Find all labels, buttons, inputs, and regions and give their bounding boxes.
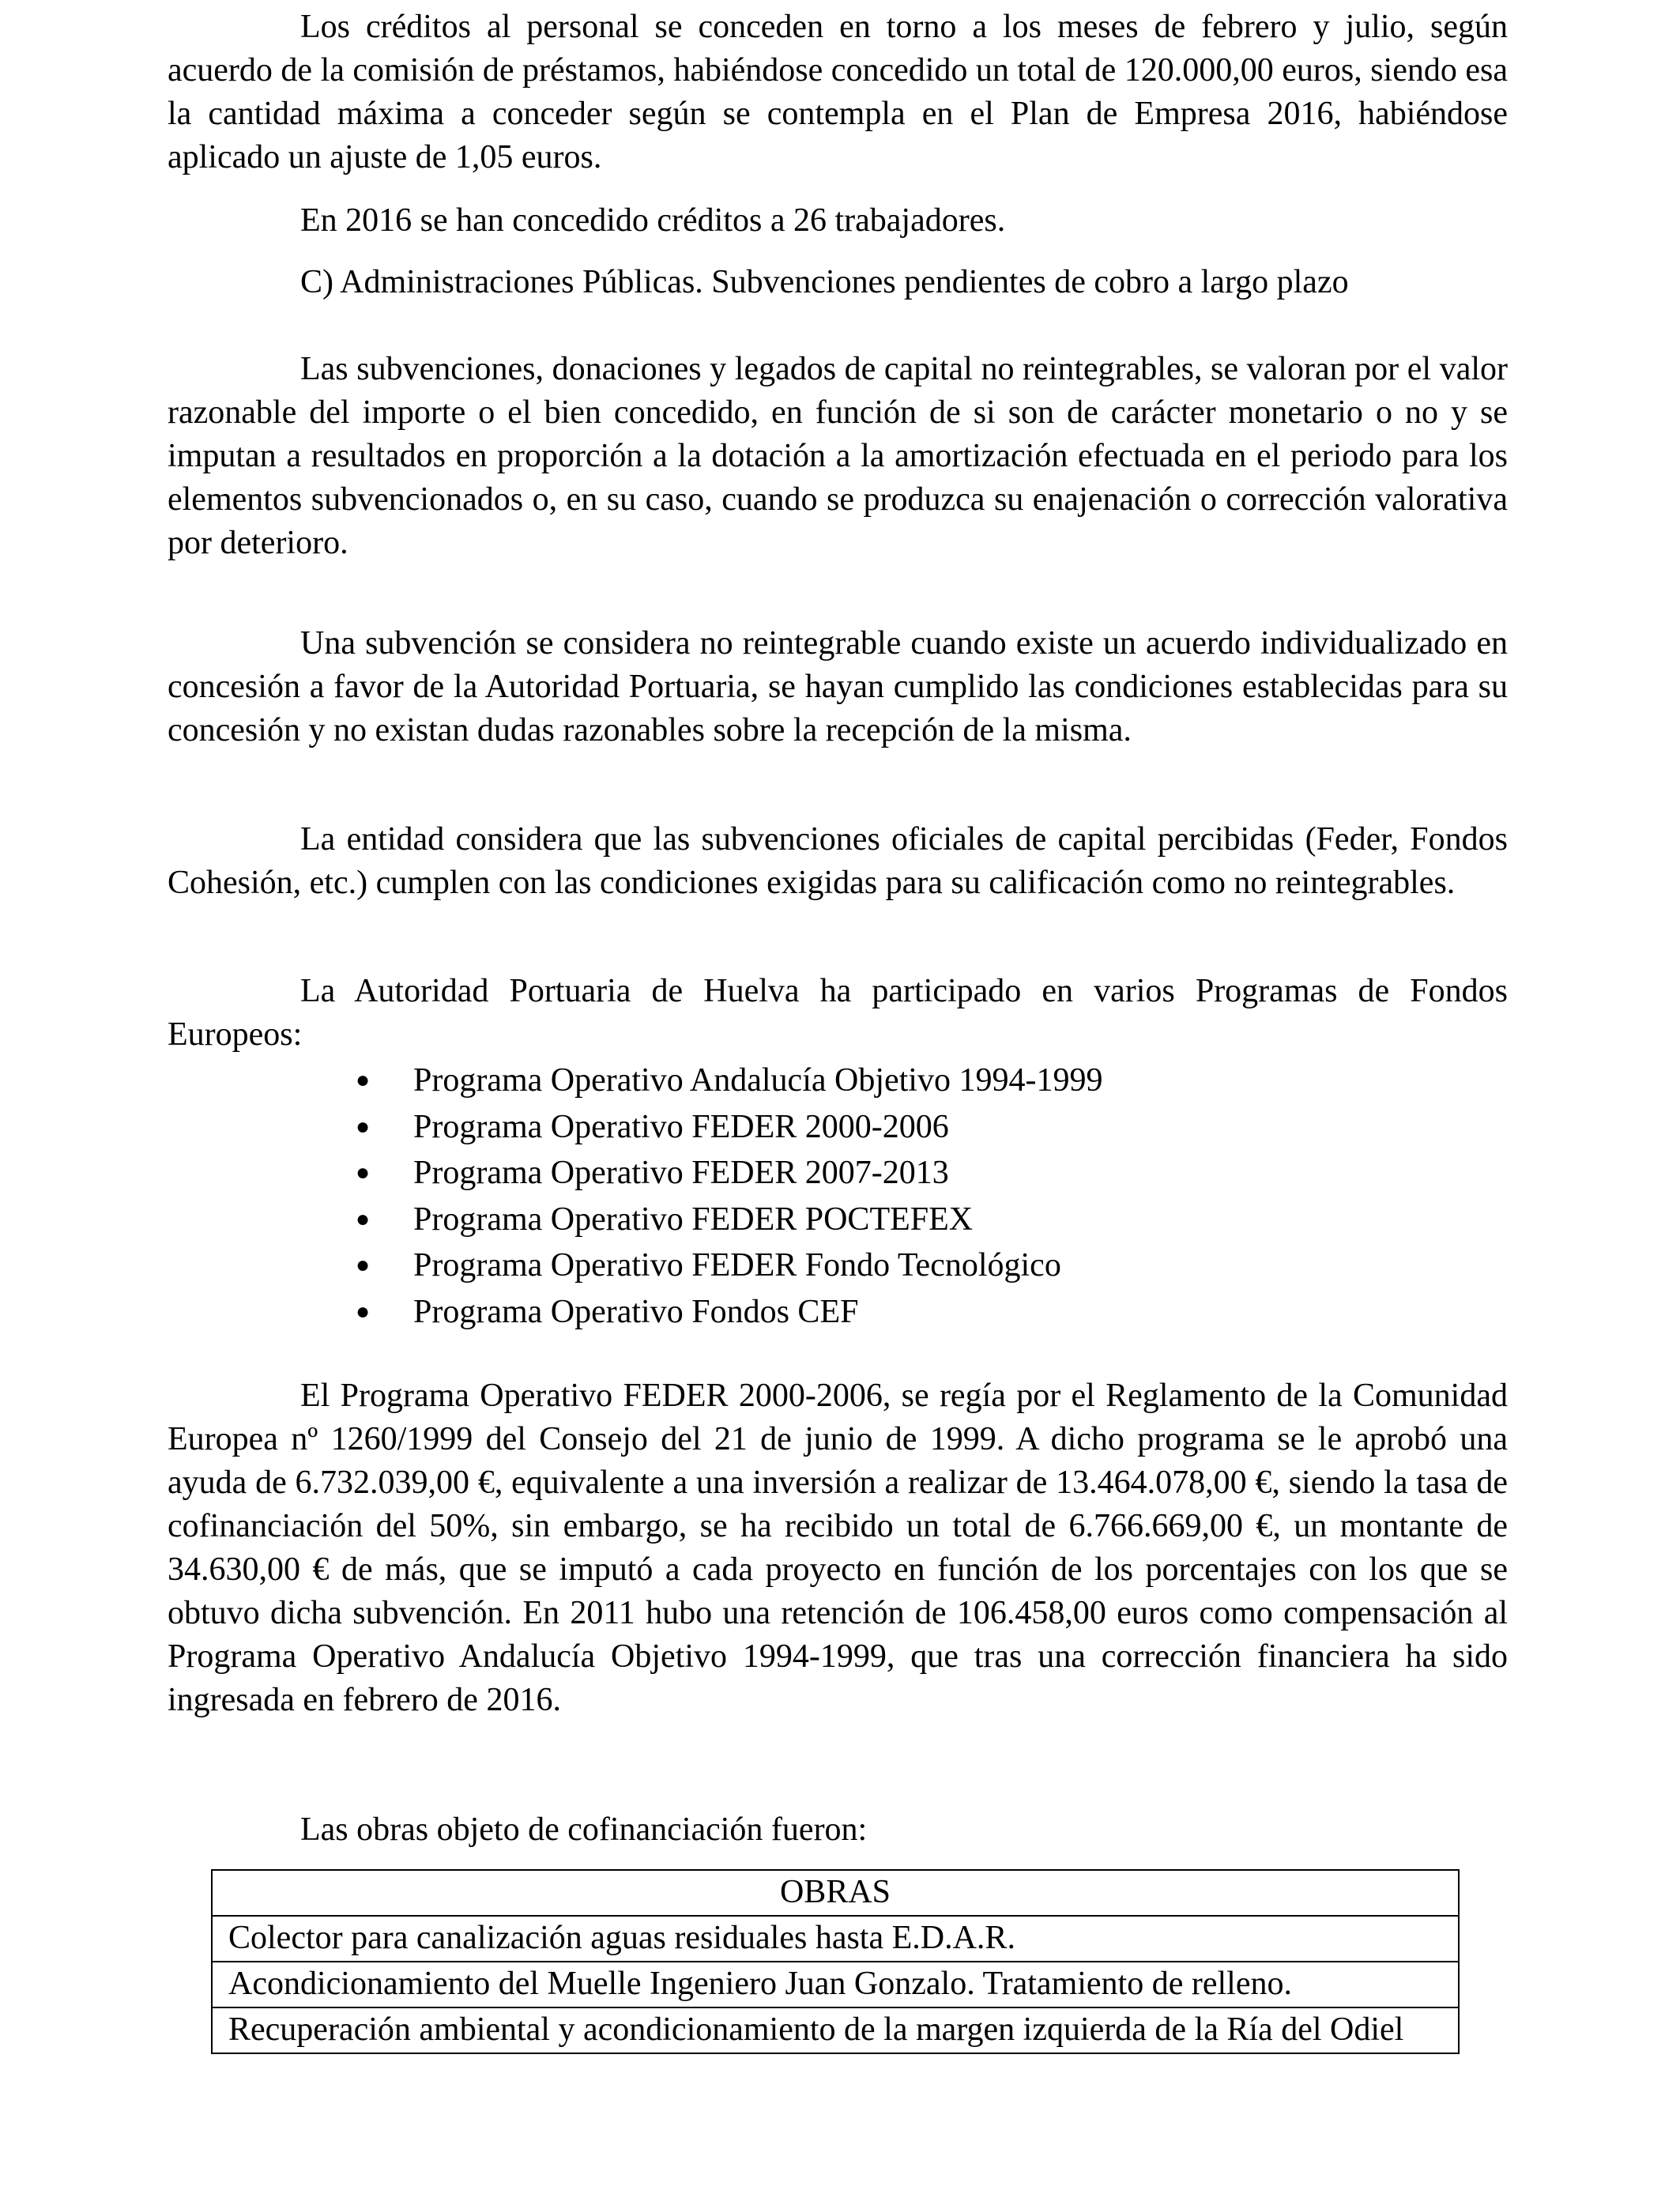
paragraph-subvenciones-valoracion: Las subvenciones, donaciones y legados de capital no reintegrables, se valoran por el valor razonable del importe o el bien concedido, en función de si son de carácter monetario o no y se imputan a resultados en proporción a la dotación a la amortización efectuada en el periodo para los elementos subvencionados o, en su caso, cuando se produzca su enajenación o corrección valorativa por deterioro. (168, 351, 1508, 561)
bullet-icon: ● (356, 1159, 371, 1186)
table-cell: Acondicionamiento del Muelle Ingeniero Juan Gonzalo. Tratamiento de relleno. (212, 1962, 1459, 2007)
bullet-icon: ● (356, 1113, 371, 1140)
list-item: ● Programa Operativo FEDER Fondo Tecnológico (168, 1242, 1508, 1289)
list-item: ● Programa Operativo FEDER POCTEFEX (168, 1197, 1508, 1243)
paragraph-creditos-trabajadores: En 2016 se han concedido créditos a 26 trabajadores. (300, 202, 1006, 239)
bullet-icon: ● (356, 1252, 371, 1279)
table-header-obras: OBRAS (212, 1870, 1459, 1916)
obras-table (211, 1869, 1460, 2054)
table-row (212, 1916, 1459, 1962)
table-header-row (212, 1870, 1459, 1916)
list-item: ● Programa Operativo FEDER 2007-2013 (168, 1150, 1508, 1197)
section-heading-administraciones: C) Administraciones Públicas. Subvenciones pendientes de cobro a largo plazo (300, 264, 1349, 300)
paragraph-fondos-europeos: La Autoridad Portuaria de Huelva ha participado en varios Programas de Fondos Europeos: (168, 973, 1508, 1053)
paragraph-feder-2000-2006: El Programa Operativo FEDER 2000-2006, se regía por el Reglamento de la Comunidad Europea nº 1260/1999 del Consejo del 21 de junio de 1999. A dicho programa se le aprobó una ayuda de 6.732.039,00 €, equivalente a una inversión a realizar de 13.464.078,00 €, siendo la tasa de cofinanciación del 50%, sin embargo, se ha recibido un total de 6.766.669,00 €, un montante de 34.630,00 € de más, que se imputó a cada proyecto en función de los porcentajes con los que se obtuvo dicha subvención. En 2011 hubo una retención de 106.458,00 euros como compensación al Programa Operativo Andalucía Objetivo 1994-1999, que tras una corrección financiera ha sido ingresada en febrero de 2016. (168, 1378, 1508, 1718)
paragraph-entidad-considera: La entidad considera que las subvenciones oficiales de capital percibidas (Feder, Fondos Cohesión, etc.) cumplen con las condiciones exigidas para su calificación como no reintegrables. (168, 821, 1508, 901)
list-item: ● Programa Operativo Fondos CEF (168, 1289, 1508, 1336)
list-item: ● Programa Operativo FEDER 2000-2006 (168, 1104, 1508, 1151)
bullet-icon: ● (356, 1205, 371, 1232)
table-row (212, 1962, 1459, 2007)
list-item: ● Programa Operativo Andalucía Objetivo 1994-1999 (168, 1057, 1508, 1104)
paragraph-creditos-personal: Los créditos al personal se conceden en torno a los meses de febrero y julio, según acuerdo de la comisión de préstamos, habiéndose concedido un total de 120.000,00 euros, siendo esa la cantidad máxima a conceder según se contempla en el Plan de Empresa 2016, habiéndose aplicado un ajuste de 1,05 euros. (168, 9, 1508, 175)
paragraph-subvencion-no-reintegrable: Una subvención se considera no reintegrable cuando existe un acuerdo individualizado en concesión a favor de la Autoridad Portuaria, se hayan cumplido las condiciones establecidas para su concesión y no existan dudas razonables sobre la recepción de la misma. (168, 625, 1508, 748)
table-row (212, 2007, 1459, 2053)
programas-list (168, 1057, 1508, 1336)
table-cell: Colector para canalización aguas residuales hasta E.D.A.R. (212, 1916, 1459, 1962)
bullet-icon: ● (356, 1067, 371, 1093)
paragraph-obras-intro: Las obras objeto de cofinanciación fueron: (300, 1811, 868, 1848)
bullet-icon: ● (356, 1298, 371, 1325)
table-cell: Recuperación ambiental y acondicionamiento de la margen izquierda de la Ría del Odiel (212, 2007, 1459, 2053)
